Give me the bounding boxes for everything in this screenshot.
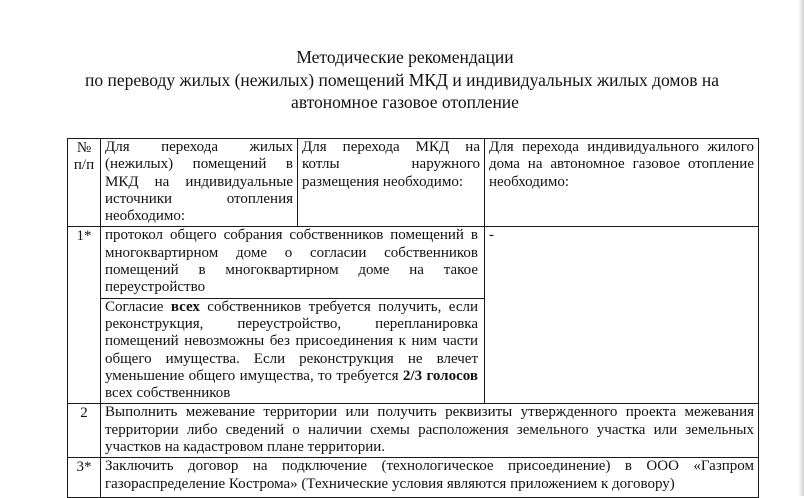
- table-row: [68, 227, 759, 298]
- row1-text-b: [101, 298, 485, 404]
- row1-text-a: протокол общего собрания собственников помещений в многоквартирном доме о согласии собственников помещений в многоквартирном доме на такое переустройство: [101, 227, 485, 298]
- row1-b-post: всех собственников: [105, 385, 231, 402]
- doc-title-line1: Методические рекомендации: [296, 47, 514, 67]
- row2-text: Выполнить межевание территории или получить реквизиты утвержденного проекта межевания территории либо сведений о наличии схемы расположения земельного участка или земельных участков на кадастровом плане территории.: [101, 404, 759, 458]
- row1-b-bold: всех: [170, 298, 200, 315]
- header-num: № п/п: [68, 139, 101, 227]
- row1-b-bold2: 2/3 голосов: [402, 367, 478, 384]
- header-col1: Для перехода жилых (нежилых) помещений в МКД на индивидуальные источники отопления необходимо:: [101, 139, 298, 227]
- row1-b-mid: собственников требуется получить, если реконструкция, переустройство, перепланировка помещений невозможны без присоединения к ним части общего имущества. Если реконструкция не влечет уменьшение общего имущества, то требуется: [105, 298, 478, 384]
- recommendations-table: [67, 138, 759, 498]
- doc-title-line2: по переводу жилых (нежилых) помещений МКД и индивидуальных жилых домов на: [84, 70, 720, 90]
- table-header-row: [68, 139, 759, 227]
- row1-num: 1*: [68, 227, 101, 404]
- doc-title-line3: автономное газовое отопление: [291, 92, 519, 112]
- header-col3: Для перехода индивидуального жилого дома на автономное газовое отопление необходимо:: [485, 139, 759, 227]
- row3-text: Заключить договор на подключение (технологическое присоединение) в ООО «Газпром газораспределение Кострома» (Технические условия являются приложением к договору): [101, 458, 759, 498]
- row2-num: 2: [68, 404, 101, 458]
- row1-col3: -: [485, 227, 759, 404]
- row3-num: 3*: [68, 458, 101, 498]
- table-row: [68, 404, 759, 458]
- table-row: [68, 458, 759, 498]
- header-col2: Для перехода МКД на котлы наружного размещения необходимо:: [298, 139, 485, 227]
- row1-b-pre: Согласие: [105, 298, 171, 315]
